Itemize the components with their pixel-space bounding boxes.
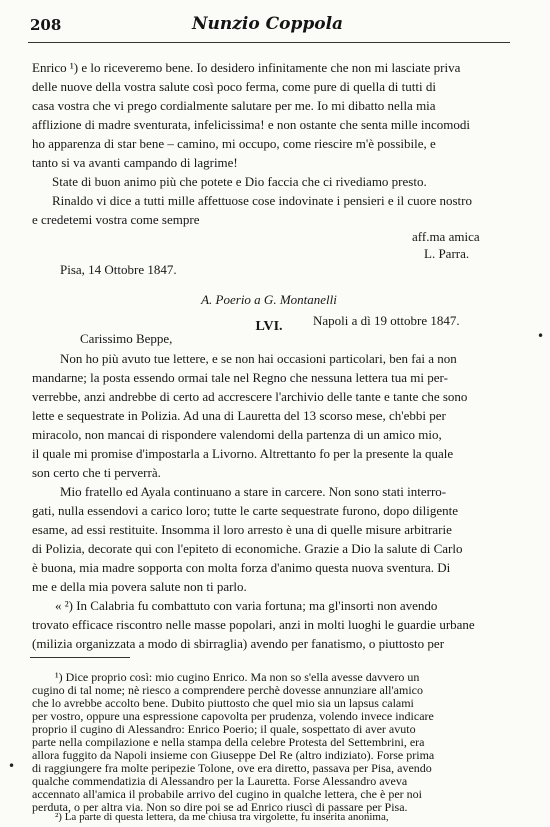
text-line: afflizione di madre sventurata, infelicissima! e non ostante che senta mille incomodi xyxy=(32,117,471,132)
footnote-line: parte nella compilazione e nella stampa della celebre Protesta del Settembrini, era xyxy=(32,735,425,749)
text-line: esame, ad essi restituite. Insomma il loro arresto è una di quelle misure arbitrarie xyxy=(32,522,452,537)
running-title: Nunzio Coppola xyxy=(191,14,344,34)
text-line: son certo che ti perverrà. xyxy=(32,465,161,480)
margin-mark: • xyxy=(537,329,545,343)
footnote-line: allora fuggito da Napoli insieme con Giuseppe Del Re (altro indiziato). Forse prima xyxy=(32,748,435,762)
text-line: State di buon animo più che potete e Dio faccia che ci rivediamo presto. xyxy=(52,174,427,189)
text-line: di Polizia, decorate qui con l'epiteto di economiche. Grazie a Dio la salute di Carlo xyxy=(32,541,463,556)
footnote-line: accennato all'amica il probabile arrivo del cugino in qualche lettera, che è per noi xyxy=(32,787,422,801)
text-line: Non ho più avuto tue lettere, e se non hai occasioni particolari, ben fai a non xyxy=(60,351,457,366)
letter-place-date: Napoli a dì 19 ottobre 1847. xyxy=(313,313,460,328)
text-line: me e della mia povera salute non ti parlo. xyxy=(32,579,247,594)
footnote-line: qualche commendatizia di Alessandro per la Lauretta. Forse Alessandro aveva xyxy=(32,774,408,788)
text-line: delle nuove della vostra salute così poco ferma, come pure di quella di tutti di xyxy=(32,79,436,94)
footnote-rule xyxy=(30,657,130,658)
text-line: mandarne; la posta essendo ormai tale nel Regno che nessuna lettera tua mi per- xyxy=(32,370,448,385)
text-line: ho apparenza di star bene – camino, mi occupo, come riescire m'è possibile, e xyxy=(32,136,436,151)
footnote-line: che lo avrebbe accolto bene. Dubito piuttosto che quel mio sia un lapsus calami xyxy=(32,696,414,710)
letter-signature: L. Parra. xyxy=(424,246,470,261)
footnote-line: per vostro, oppure una espressione capovolta per prudenza, volendo invece indicare xyxy=(32,709,434,723)
text-line: verrebbe, anzi andrebbe di certo ad accrescere l'archivio delle tante e tante che sono xyxy=(32,389,468,404)
letter-closing: aff.ma amica xyxy=(412,229,480,244)
text-line: lette e sequestrate in Polizia. Ad una di Lauretta del 13 scorso mese, ch'ebbi per xyxy=(32,408,446,423)
footnote-line: proprio il cugino di Alessandro: Enrico Poerio; il quale, sospettato di aver avuto xyxy=(32,722,416,736)
text-line: è buona, mia madre sopporta con molta forza d'animo questa nuova sventura. Di xyxy=(32,560,451,575)
text-line: Mio fratello ed Ayala continuano a stare in carcere. Non sono stati interro- xyxy=(60,484,447,499)
letter-salutation: Carissimo Beppe, xyxy=(80,331,173,346)
footnote-line: ²) La parte di questa lettera, da me chiusa tra virgolette, fu inserita anonima, xyxy=(55,811,389,823)
text-line: tanto si va avanti campando di lagrime! xyxy=(32,155,238,170)
text-line: trovato efficace riscontro nelle masse popolari, anzi in molti luoghi le guardie urbane xyxy=(32,617,475,632)
text-line: Rinaldo vi dice a tutti mille affettuose cose indovinate i pensieri e il cuore nostro xyxy=(52,193,472,208)
text-line: casa vostra che vi prego cordialmente salutare per me. Io mi dibatto nella mia xyxy=(32,98,436,113)
page-header xyxy=(30,14,505,40)
page-number: 208 xyxy=(30,16,62,34)
footnote-line: cugino di tal nome; nè riesco a comprendere perchè dovesse annunziare all'amico xyxy=(32,683,423,697)
text-line: Enrico ¹) e lo riceveremo bene. Io desidero infinitamente che non mi lasciate priva xyxy=(32,60,461,75)
text-line: (milizia organizzata a modo di sbirraglia) avendo per fanatismo, o piuttosto per xyxy=(32,636,445,651)
text-line: e credetemi vostra come sempre xyxy=(32,212,200,227)
text-line: « ²) In Calabria fu combattuto con varia fortuna; ma gl'insorti non avendo xyxy=(55,598,438,613)
footnote-line: perduta, o per altra via. Non so dire poi se ad Enrico riuscì di passare per Pisa. xyxy=(32,800,408,814)
header-rule xyxy=(28,42,510,43)
text-line: il quale mi promise d'impostarla a Livorno. Altrettanto fo per la presente la quale xyxy=(32,446,454,461)
footnote-line: di raggiungere fra molte peripezie Tolone, ove era diretto, passava per Pisa, avendo xyxy=(32,761,432,775)
letter-number: LVI. xyxy=(255,319,283,334)
letter-heading: A. Poerio a G. Montanelli xyxy=(201,292,337,307)
text-line: miracolo, non mancai di rispondere valendomi della partenza di un amico mio, xyxy=(32,427,442,442)
letter-place-date: Pisa, 14 Ottobre 1847. xyxy=(60,262,177,277)
margin-mark: • xyxy=(8,759,16,773)
text-line: gati, nulla essendovi a carico loro; tutte le carte sequestrate furono, dopo diligente xyxy=(32,503,458,518)
footnote-line: ¹) Dice proprio così: mio cugino Enrico. Ma non so s'ella avesse davvero un xyxy=(55,670,420,684)
